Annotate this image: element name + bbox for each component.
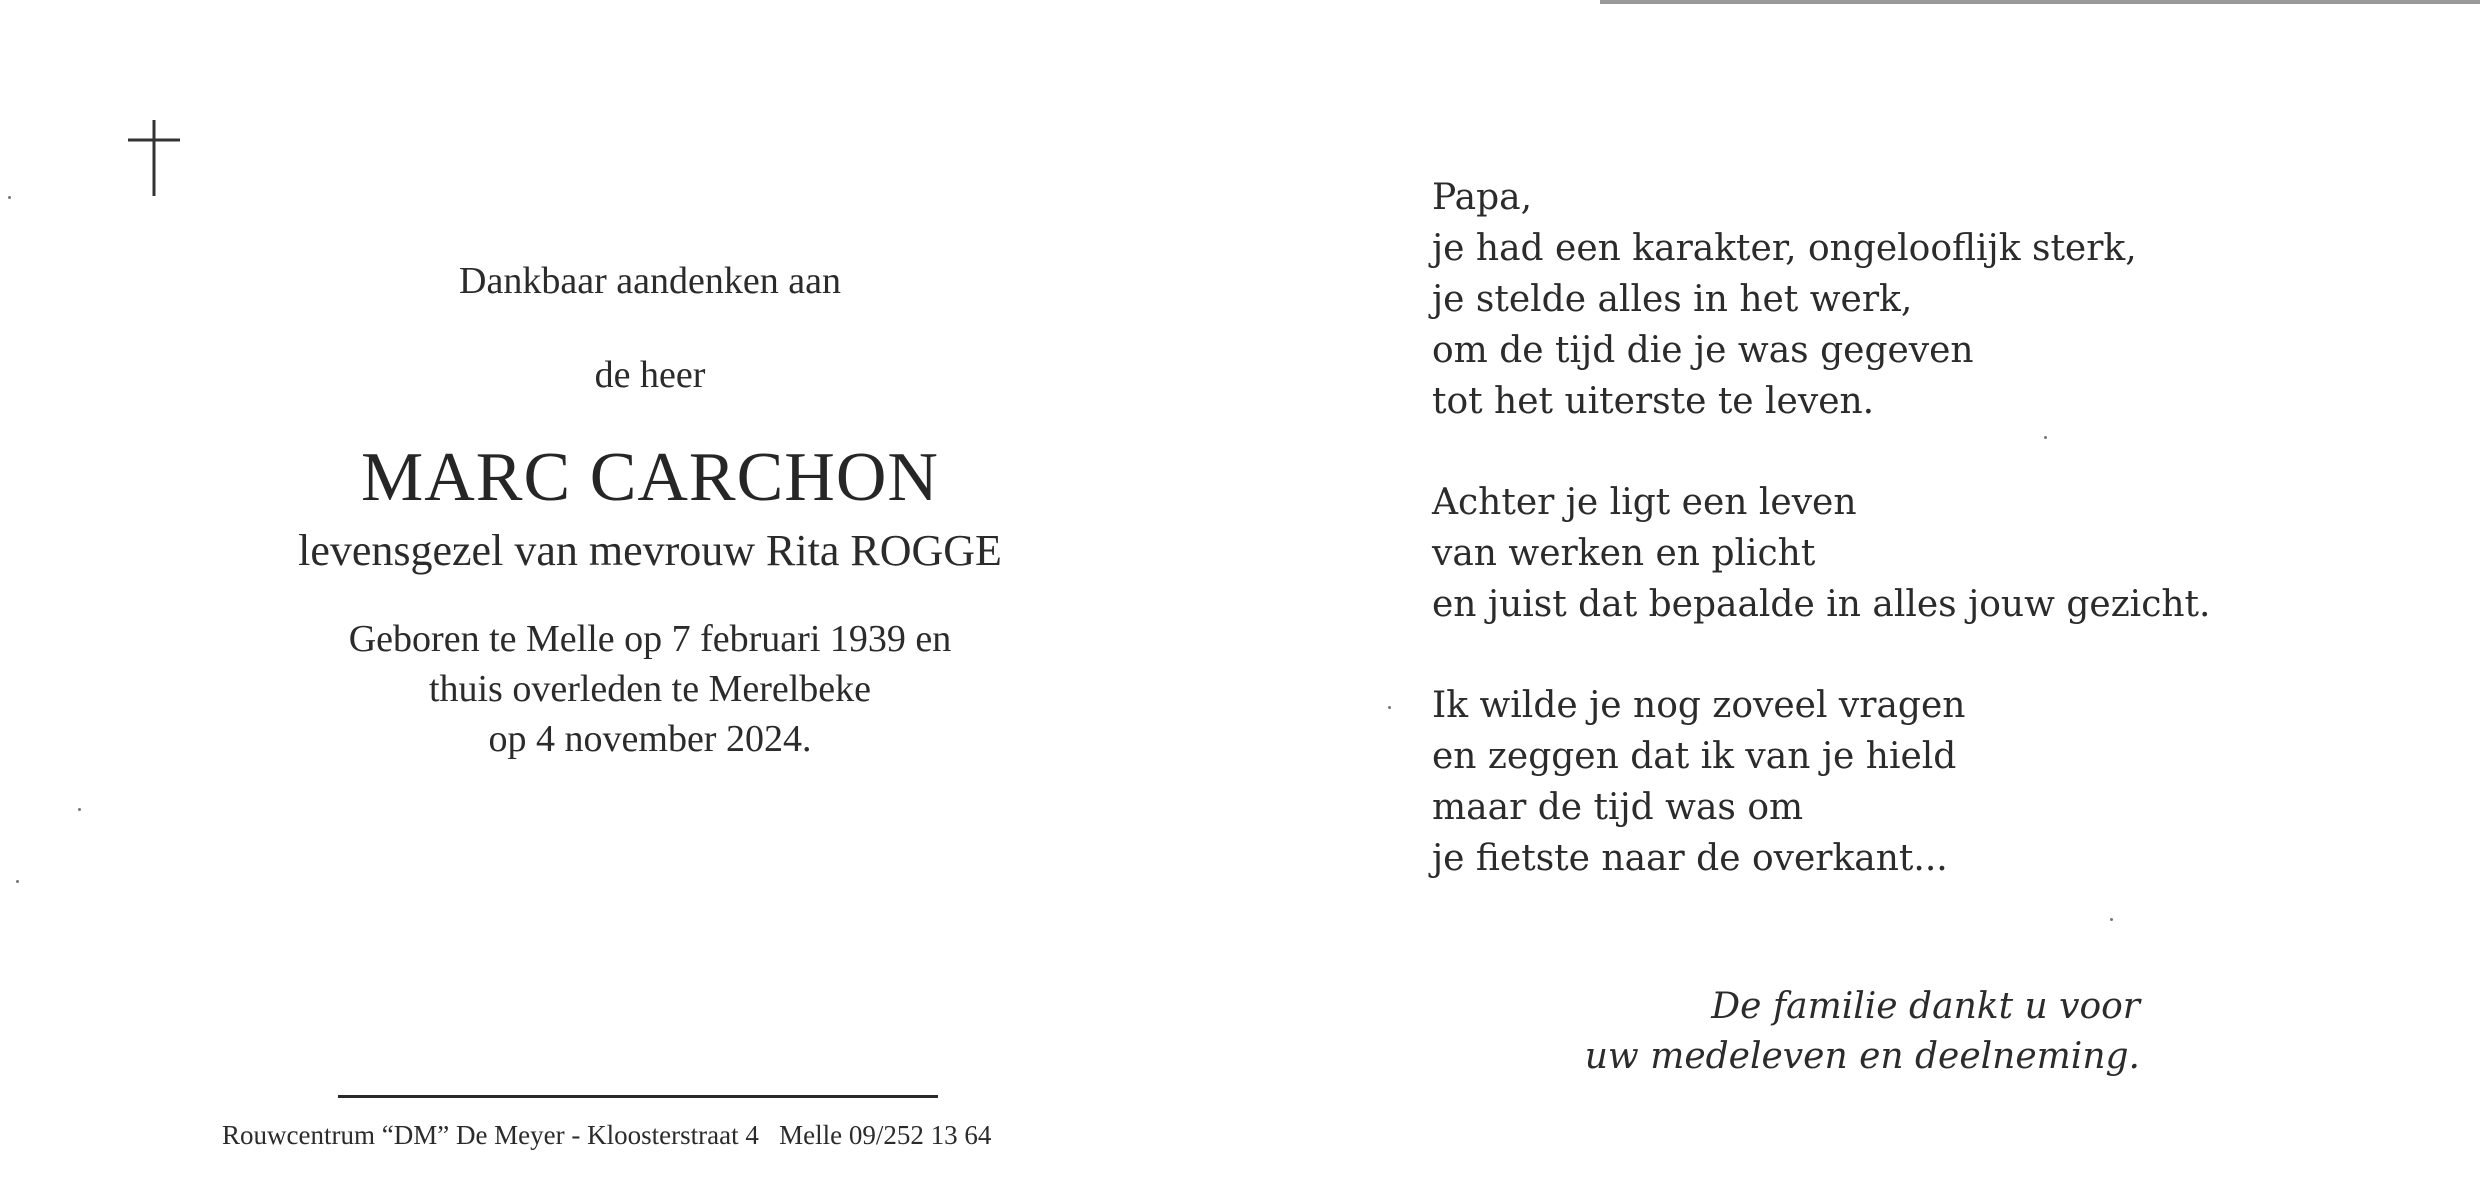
funeral-home-footer: Rouwcentrum “DM” De Meyer - Kloosterstraat 4 Melle 09/252 13 64 bbox=[222, 1120, 992, 1150]
scan-speck bbox=[78, 808, 81, 811]
poem-line: je stelde alles in het werk, bbox=[1432, 279, 1913, 320]
scan-speck bbox=[16, 880, 19, 883]
deceased-name: MARC CARCHON bbox=[361, 439, 939, 516]
family-thanks bbox=[1540, 982, 2140, 1082]
honorific: de heer bbox=[594, 354, 706, 396]
poem-line: je fietste naar de overkant... bbox=[1432, 838, 1948, 879]
dates-line: thuis overleden te Merelbeke bbox=[428, 668, 872, 710]
poem bbox=[1432, 172, 2252, 934]
intro-text: Dankbaar aandenken aan bbox=[459, 260, 841, 302]
scan-speck bbox=[2044, 436, 2047, 439]
scan-speck bbox=[1388, 706, 1391, 709]
poem-line: en juist dat bepaalde in alles jouw gezicht. bbox=[1432, 584, 2211, 625]
poem-stanza bbox=[1432, 172, 2252, 427]
scan-edge bbox=[1600, 0, 2480, 4]
scan-speck bbox=[2110, 918, 2113, 921]
poem-stanza bbox=[1432, 477, 2252, 630]
memorial-left-panel bbox=[200, 258, 1100, 764]
dates-line: Geboren te Melle op 7 februari 1939 en bbox=[348, 618, 952, 660]
poem-line: maar de tijd was om bbox=[1432, 787, 1804, 828]
poem-line: om de tijd die je was gegeven bbox=[1432, 330, 1974, 371]
footer-divider bbox=[338, 1095, 938, 1098]
dates-line: op 4 november 2024. bbox=[488, 718, 812, 760]
scan-speck bbox=[8, 196, 11, 199]
poem-line: Achter je ligt een leven bbox=[1432, 482, 1857, 523]
poem-line: van werken en plicht bbox=[1432, 533, 1816, 574]
thanks-line: De familie dankt u voor bbox=[1711, 986, 2140, 1027]
partner-line: levensgezel van mevrouw Rita ROGGE bbox=[298, 526, 1002, 575]
poem-line: tot het uiterste te leven. bbox=[1432, 381, 1875, 422]
thanks-line: uw medeleven en deelneming. bbox=[1584, 1036, 2140, 1077]
cross-icon bbox=[124, 118, 184, 198]
poem-line: en zeggen dat ik van je hield bbox=[1432, 736, 1957, 777]
poem-line: Ik wilde je nog zoveel vragen bbox=[1432, 685, 1966, 726]
dates-block bbox=[200, 614, 1100, 764]
poem-stanza bbox=[1432, 680, 2252, 884]
poem-line: Papa, bbox=[1432, 177, 1533, 218]
poem-line: je had een karakter, ongelooflijk sterk, bbox=[1432, 228, 2137, 269]
